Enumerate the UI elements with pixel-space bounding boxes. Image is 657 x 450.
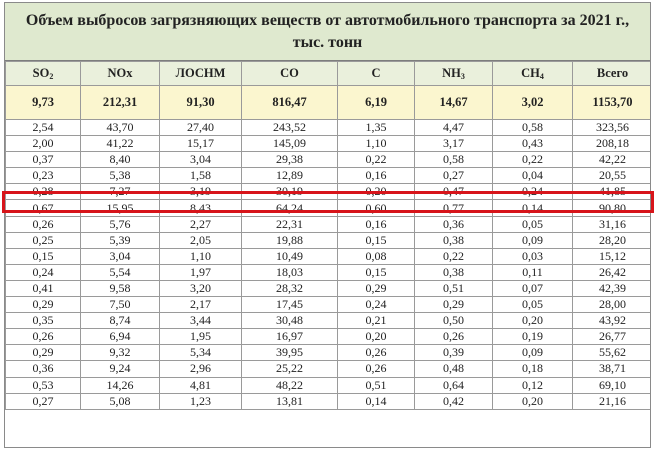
table-cell: 17,45 [242, 297, 338, 313]
table-cell: 28,20 [573, 232, 652, 248]
total-cell: 3,02 [493, 86, 573, 120]
totals-row [6, 86, 652, 120]
table-cell: 0,09 [493, 232, 573, 248]
column-header-label: NH [442, 66, 461, 80]
table-cell: 42,22 [573, 152, 652, 168]
table-row-highlighted [6, 184, 652, 200]
table-cell: 41,85 [573, 184, 652, 200]
table-cell: 323,56 [573, 120, 652, 136]
column-header [242, 62, 338, 86]
table-cell: 5,34 [160, 345, 242, 361]
table-cell: 3,20 [160, 280, 242, 296]
table-cell: 9,58 [81, 280, 160, 296]
table-cell: 5,54 [81, 264, 160, 280]
table-row [6, 248, 652, 264]
total-cell: 91,30 [160, 86, 242, 120]
table-cell: 0,22 [415, 248, 493, 264]
column-header [6, 62, 81, 86]
table-cell: 0,26 [6, 216, 81, 232]
table-row [6, 120, 652, 136]
table-cell: 90,80 [573, 200, 652, 216]
table-cell: 0,26 [415, 329, 493, 345]
table-row [6, 297, 652, 313]
table-cell: 12,89 [242, 168, 338, 184]
table-cell: 0,67 [6, 200, 81, 216]
column-header [81, 62, 160, 86]
table-cell: 20,55 [573, 168, 652, 184]
table-cell: 0,29 [6, 297, 81, 313]
table-cell: 0,47 [415, 184, 493, 200]
table-cell: 0,20 [338, 184, 415, 200]
column-header-subscript: 2 [49, 72, 54, 81]
table-cell: 29,38 [242, 152, 338, 168]
table-cell: 0,58 [415, 152, 493, 168]
table-cell: 208,18 [573, 136, 652, 152]
column-header-label: SO [32, 66, 50, 80]
table-cell: 55,62 [573, 345, 652, 361]
column-header-label: CH [521, 66, 540, 80]
table-cell: 2,27 [160, 216, 242, 232]
table-cell: 5,38 [81, 168, 160, 184]
table-cell: 1,97 [160, 264, 242, 280]
table-cell: 3,17 [415, 136, 493, 152]
header-row [6, 62, 652, 86]
table-cell: 9,32 [81, 345, 160, 361]
table-cell: 16,97 [242, 329, 338, 345]
table-cell: 18,03 [242, 264, 338, 280]
table-cell: 6,94 [81, 329, 160, 345]
table-cell: 3,44 [160, 313, 242, 329]
table-cell: 39,95 [242, 345, 338, 361]
table-cell: 0,22 [493, 152, 573, 168]
table-row [6, 264, 652, 280]
table-cell: 0,28 [6, 184, 81, 200]
table-cell: 0,64 [415, 377, 493, 393]
table-cell: 69,10 [573, 377, 652, 393]
column-header-label: ЛОСНМ [175, 66, 226, 80]
table-cell: 14,26 [81, 377, 160, 393]
table-cell: 2,54 [6, 120, 81, 136]
table-cell: 0,15 [6, 248, 81, 264]
table-cell: 22,31 [242, 216, 338, 232]
table-cell: 41,22 [81, 136, 160, 152]
column-header-label: CO [280, 66, 299, 80]
table-cell: 0,39 [415, 345, 493, 361]
table-cell: 0,15 [338, 264, 415, 280]
table-cell: 0,20 [493, 393, 573, 409]
table-cell: 0,43 [493, 136, 573, 152]
total-cell: 6,19 [338, 86, 415, 120]
column-header [160, 62, 242, 86]
table-cell: 0,14 [493, 200, 573, 216]
emissions-table-frame [4, 2, 651, 448]
table-cell: 0,50 [415, 313, 493, 329]
total-cell: 816,47 [242, 86, 338, 120]
table-cell: 5,39 [81, 232, 160, 248]
table-row [6, 232, 652, 248]
table-cell: 0,19 [493, 329, 573, 345]
table-cell: 0,37 [6, 152, 81, 168]
table-cell: 43,70 [81, 120, 160, 136]
table-cell: 0,14 [338, 393, 415, 409]
table-cell: 64,24 [242, 200, 338, 216]
table-cell: 0,24 [338, 297, 415, 313]
table-cell: 38,71 [573, 361, 652, 377]
table-cell: 27,40 [160, 120, 242, 136]
table-cell: 0,24 [493, 184, 573, 200]
table-row [6, 216, 652, 232]
table-cell: 13,81 [242, 393, 338, 409]
table-cell: 0,60 [338, 200, 415, 216]
table-cell: 0,03 [493, 248, 573, 264]
table-row [6, 152, 652, 168]
table-cell: 0,38 [415, 232, 493, 248]
table-cell: 0,23 [6, 168, 81, 184]
table-cell: 7,27 [81, 184, 160, 200]
table-cell: 31,16 [573, 216, 652, 232]
table-cell: 0,58 [493, 120, 573, 136]
table-cell: 3,04 [160, 152, 242, 168]
column-header-label: C [371, 66, 381, 80]
table-cell: 4,47 [415, 120, 493, 136]
table-cell: 243,52 [242, 120, 338, 136]
table-cell: 26,42 [573, 264, 652, 280]
table-cell: 8,43 [160, 200, 242, 216]
table-cell: 30,19 [242, 184, 338, 200]
table-cell: 0,41 [6, 280, 81, 296]
table-cell: 26,77 [573, 329, 652, 345]
table-cell: 3,19 [160, 184, 242, 200]
table-cell: 0,36 [415, 216, 493, 232]
column-header-subscript: 4 [539, 72, 544, 81]
column-header-subscript: 3 [460, 72, 465, 81]
table-cell: 0,07 [493, 280, 573, 296]
table-cell: 0,48 [415, 361, 493, 377]
table-cell: 25,22 [242, 361, 338, 377]
table-cell: 0,35 [6, 313, 81, 329]
table-title: Объем выбросов загрязняющих веществ от автотмобильного транспорта за 2021 г., тыс. тонн [5, 3, 650, 61]
column-header [415, 62, 493, 86]
table-cell: 15,12 [573, 248, 652, 264]
total-cell: 9,73 [6, 86, 81, 120]
table-cell: 0,09 [493, 345, 573, 361]
table-cell: 0,29 [6, 345, 81, 361]
table-cell: 0,08 [338, 248, 415, 264]
table-cell: 0,51 [338, 377, 415, 393]
table-cell: 8,74 [81, 313, 160, 329]
table-row [6, 313, 652, 329]
table-cell: 0,27 [6, 393, 81, 409]
table-cell: 2,00 [6, 136, 81, 152]
table-cell: 0,38 [415, 264, 493, 280]
table-row [6, 361, 652, 377]
table-cell: 0,20 [338, 329, 415, 345]
table-cell: 0,24 [6, 264, 81, 280]
table-cell: 0,25 [6, 232, 81, 248]
table-cell: 0,53 [6, 377, 81, 393]
table-cell: 15,17 [160, 136, 242, 152]
table-cell: 1,95 [160, 329, 242, 345]
table-cell: 0,77 [415, 200, 493, 216]
total-cell: 1153,70 [573, 86, 652, 120]
table-cell: 0,18 [493, 361, 573, 377]
table-cell: 0,27 [415, 168, 493, 184]
emissions-table [5, 61, 651, 410]
table-cell: 145,09 [242, 136, 338, 152]
table-row [6, 329, 652, 345]
table-row [6, 200, 652, 216]
table-cell: 0,21 [338, 313, 415, 329]
table-cell: 4,81 [160, 377, 242, 393]
table-cell: 2,17 [160, 297, 242, 313]
column-header [573, 62, 652, 86]
table-cell: 0,29 [415, 297, 493, 313]
table-cell: 9,24 [81, 361, 160, 377]
table-cell: 0,20 [493, 313, 573, 329]
table-cell: 0,16 [338, 216, 415, 232]
table-cell: 28,32 [242, 280, 338, 296]
table-cell: 3,04 [81, 248, 160, 264]
table-cell: 0,36 [6, 361, 81, 377]
table-cell: 1,23 [160, 393, 242, 409]
table-cell: 1,10 [338, 136, 415, 152]
table-cell: 28,00 [573, 297, 652, 313]
table-cell: 0,12 [493, 377, 573, 393]
table-cell: 19,88 [242, 232, 338, 248]
column-header [338, 62, 415, 86]
table-row [6, 168, 652, 184]
table-cell: 7,50 [81, 297, 160, 313]
table-row [6, 280, 652, 296]
table-cell: 1,10 [160, 248, 242, 264]
table-cell: 0,26 [338, 361, 415, 377]
table-cell: 0,05 [493, 297, 573, 313]
column-header-label: Всего [596, 66, 629, 80]
column-header-label: NOx [107, 66, 133, 80]
column-header [493, 62, 573, 86]
table-cell: 5,08 [81, 393, 160, 409]
table-cell: 0,15 [338, 232, 415, 248]
table-row [6, 393, 652, 409]
table-cell: 21,16 [573, 393, 652, 409]
table-row [6, 377, 652, 393]
table-cell: 30,48 [242, 313, 338, 329]
table-cell: 0,26 [338, 345, 415, 361]
table-cell: 2,05 [160, 232, 242, 248]
total-cell: 14,67 [415, 86, 493, 120]
table-cell: 0,16 [338, 168, 415, 184]
table-cell: 0,04 [493, 168, 573, 184]
table-cell: 15,95 [81, 200, 160, 216]
table-row [6, 136, 652, 152]
table-cell: 2,96 [160, 361, 242, 377]
table-cell: 0,42 [415, 393, 493, 409]
table-cell: 0,51 [415, 280, 493, 296]
table-cell: 0,22 [338, 152, 415, 168]
table-cell: 0,26 [6, 329, 81, 345]
table-cell: 0,29 [338, 280, 415, 296]
total-cell: 212,31 [81, 86, 160, 120]
table-cell: 1,58 [160, 168, 242, 184]
table-cell: 8,40 [81, 152, 160, 168]
table-cell: 0,11 [493, 264, 573, 280]
table-cell: 48,22 [242, 377, 338, 393]
table-cell: 1,35 [338, 120, 415, 136]
table-cell: 5,76 [81, 216, 160, 232]
table-cell: 0,05 [493, 216, 573, 232]
table-cell: 10,49 [242, 248, 338, 264]
table-cell: 42,39 [573, 280, 652, 296]
table-row [6, 345, 652, 361]
table-cell: 43,92 [573, 313, 652, 329]
